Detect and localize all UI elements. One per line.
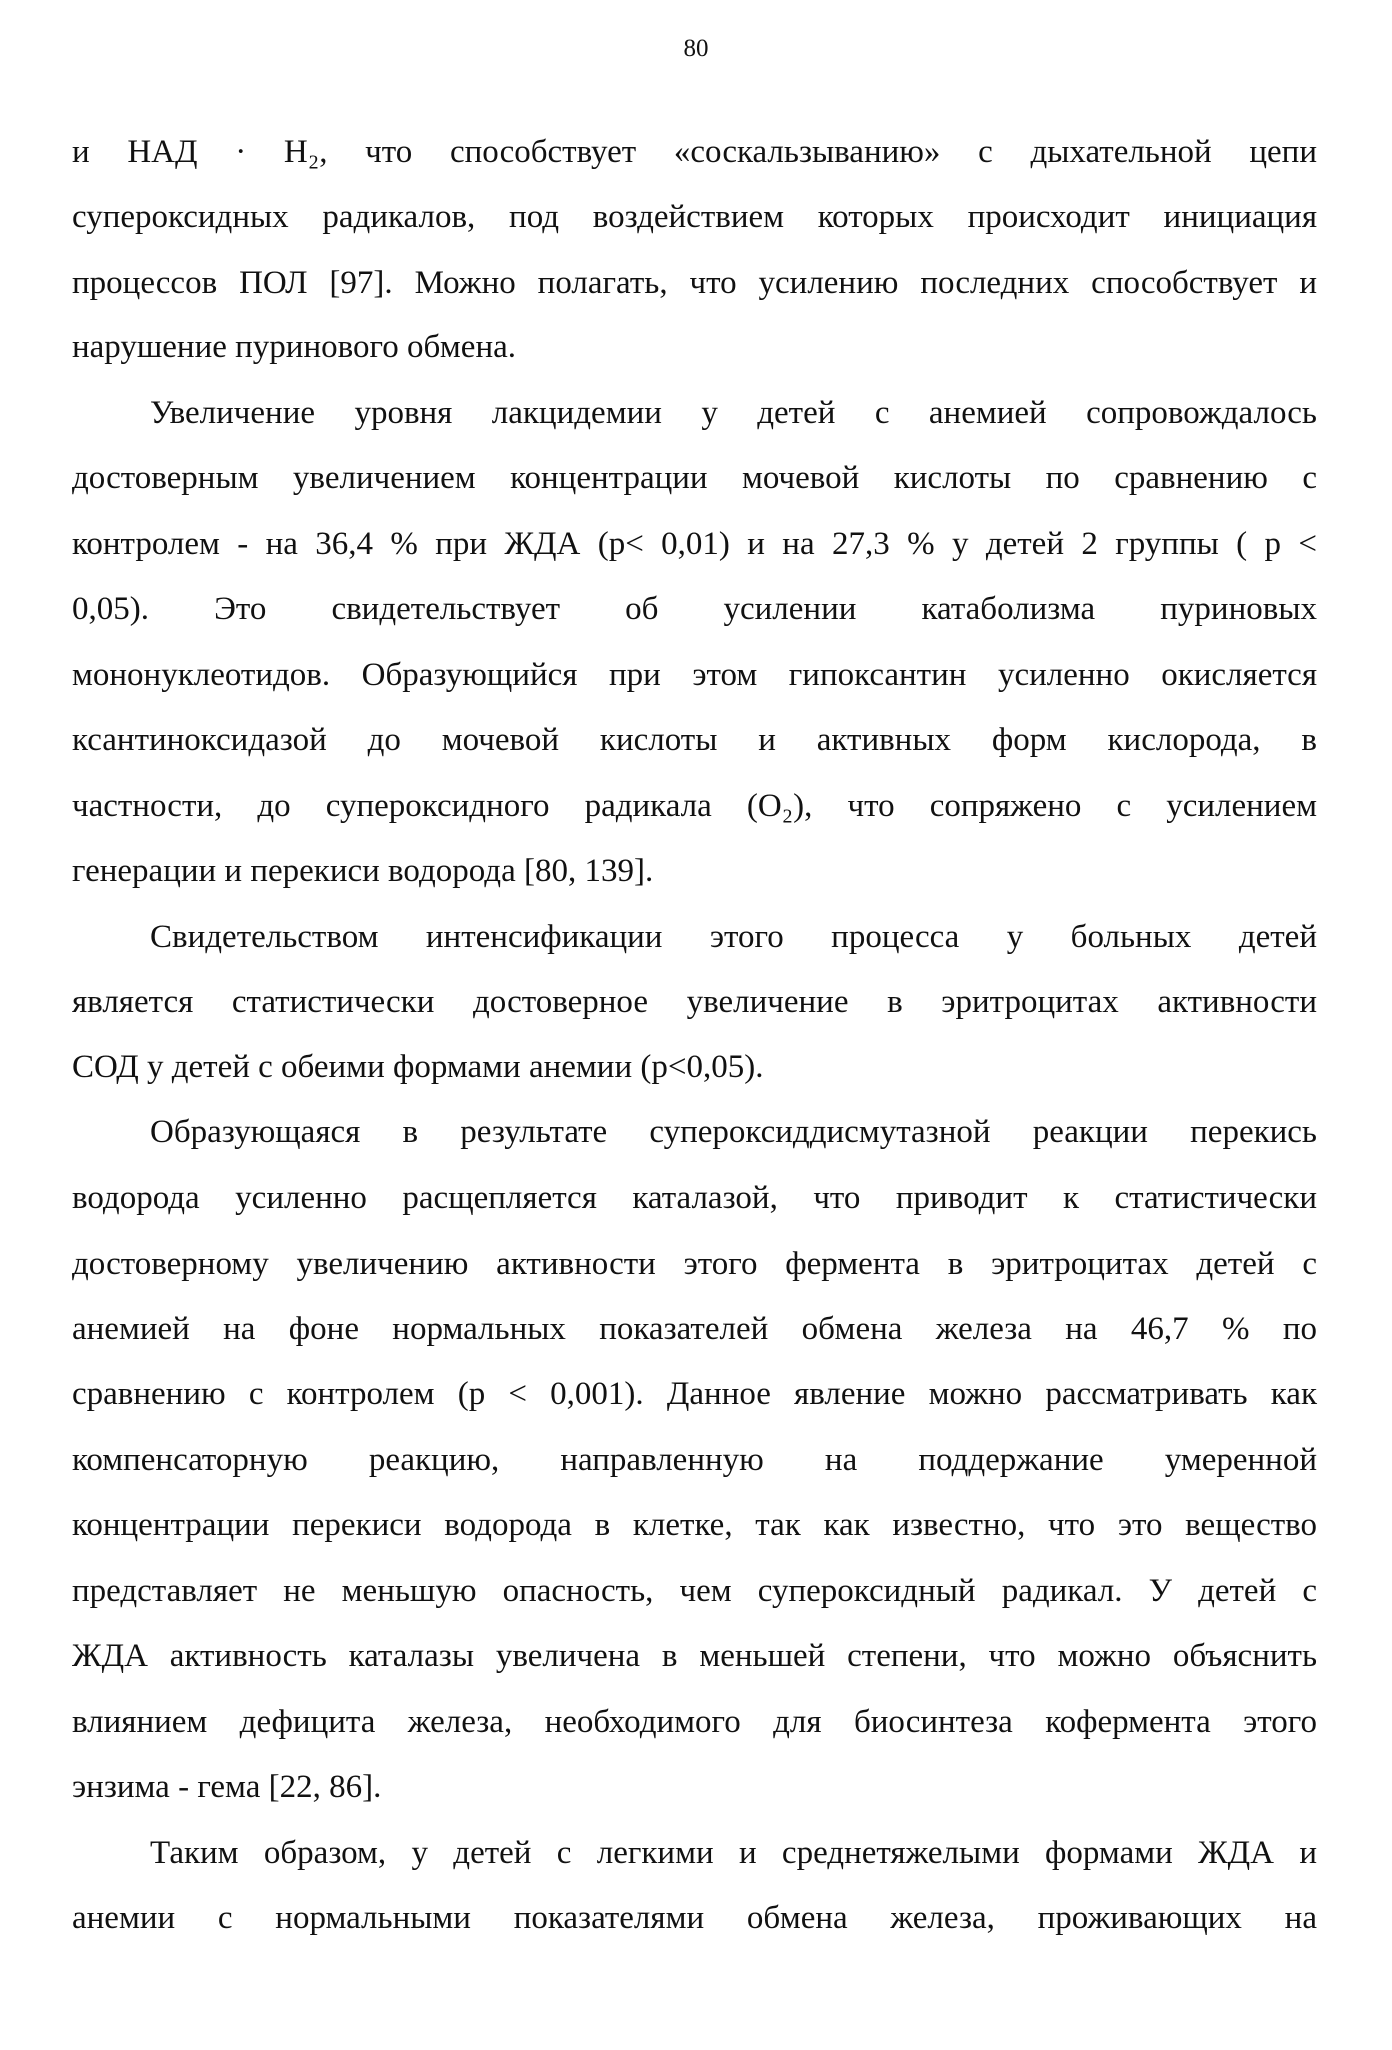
text-line: ЖДА активность каталазы увеличена в меньшей степени, что можно объяснить [72,1638,1317,1674]
text-line: достоверному увеличению активности этого фермента в эритроцитах детей с [72,1246,1317,1282]
text-line: и НАД · H₂, что способствует «соскальзыванию» с дыхательной цепи [72,134,1317,170]
text-line: анемией на фоне нормальных показателей обмена железа на 46,7 % по [72,1311,1317,1347]
text-line: нарушение пуринового обмена. [72,329,517,365]
text-line: компенсаторную реакцию, направленную на поддержание умеренной [72,1442,1317,1478]
text-line: анемии с нормальными показателями обмена железа, проживающих на [72,1900,1317,1936]
text-line: является статистически достоверное увеличение в эритроцитах активности [72,984,1317,1020]
text-line: СОД у детей с обеими формами анемии (p<0,05). [72,1049,764,1085]
text-line: сравнению с контролем (p < 0,001). Данное явление можно рассматривать как [72,1376,1317,1412]
text-line: представляет не меньшую опасность, чем супероксидный радикал. У детей с [72,1573,1317,1609]
text-line: генерации и перекиси водорода [80, 139]. [72,853,654,889]
text-line: супероксидных радикалов, под воздействием которых происходит инициация [72,199,1317,235]
text-line: Увеличение уровня лакцидемии у детей с анемией сопровождалось [150,395,1317,431]
text-line: 0,05). Это свидетельствует об усилении катаболизма пуриновых [72,591,1317,627]
text-line: мононуклеотидов. Образующийся при этом гипоксантин усиленно окисляется [72,657,1317,693]
text-line: влиянием дефицита железа, необходимого для биосинтеза кофермента этого [72,1704,1317,1740]
text-line: Таким образом, у детей с легкими и среднетяжелыми формами ЖДА и [150,1835,1317,1871]
text-line: Образующаяся в результате супероксиддисмутазной реакции перекись [150,1114,1317,1150]
text-line: Свидетельством интенсификации этого процесса у больных детей [150,919,1317,955]
page-number: 80 [683,35,709,62]
text-line: водорода усиленно расщепляется каталазой, что приводит к статистически [72,1180,1317,1216]
text-line: энзима - гема [22, 86]. [72,1769,382,1805]
text-line: ксантиноксидазой до мочевой кислоты и активных форм кислорода, в [72,722,1317,758]
text-line: процессов ПОЛ [97]. Можно полагать, что усилению последних способствует и [72,265,1317,301]
text-line: концентрации перекиси водорода в клетке, так как известно, что это вещество [72,1507,1317,1543]
text-line: достоверным увеличением концентрации мочевой кислоты по сравнению с [72,460,1317,496]
text-line: частности, до супероксидного радикала (O₂), что сопряжено с усилением [72,788,1317,824]
text-line: контролем - на 36,4 % при ЖДА (p< 0,01) и на 27,3 % у детей 2 группы ( p < [72,526,1317,562]
